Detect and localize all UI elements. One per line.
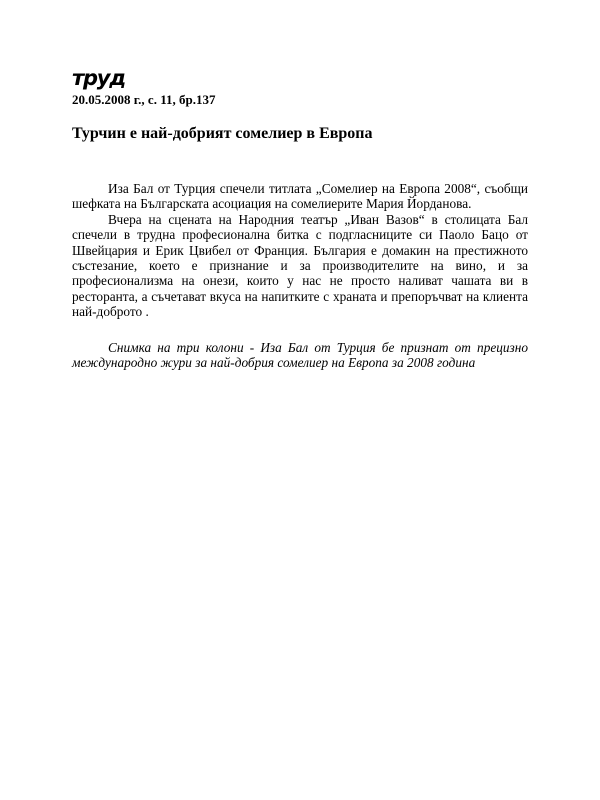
photo-caption-text: Снимка на три колони - Иза Бал от Турция бе признат от прецизно международно жури за най-добрия сомелиер на Европа за 2008 година: [72, 340, 528, 371]
newspaper-logo: [72, 66, 125, 90]
article-headline: Турчин е най-добрият сомелиер в Европа: [72, 125, 373, 142]
source-line: 20.05.2008 г., с. 11, бр.137: [72, 92, 216, 107]
article-paragraph-2: Вчера на сцената на Народния театър „Иван Вазов“ в столицата Бал спечели в трудна професионална битка с подгласниците си Паоло Бацо от Швейцария и Ерик Цвибел от Франция. България е домакин на престижното състезание, което е признание и за производителите на вино, и за професионализма на онези, които у нас не просто наливат чашата ви в ресторанта, а съчетават вкуса на напитките с храната и препоръчват на клиента най-доброто .: [72, 211, 528, 320]
photo-caption: [72, 340, 528, 371]
article-body: [72, 181, 528, 320]
logo-text: труд: [72, 66, 126, 90]
article-paragraph-1: Иза Бал от Турция спечели титлата „Сомелиер на Европа 2008“, съобщи шефката на Българската асоциация на сомелиерите Мария Йорданова.: [72, 181, 528, 212]
